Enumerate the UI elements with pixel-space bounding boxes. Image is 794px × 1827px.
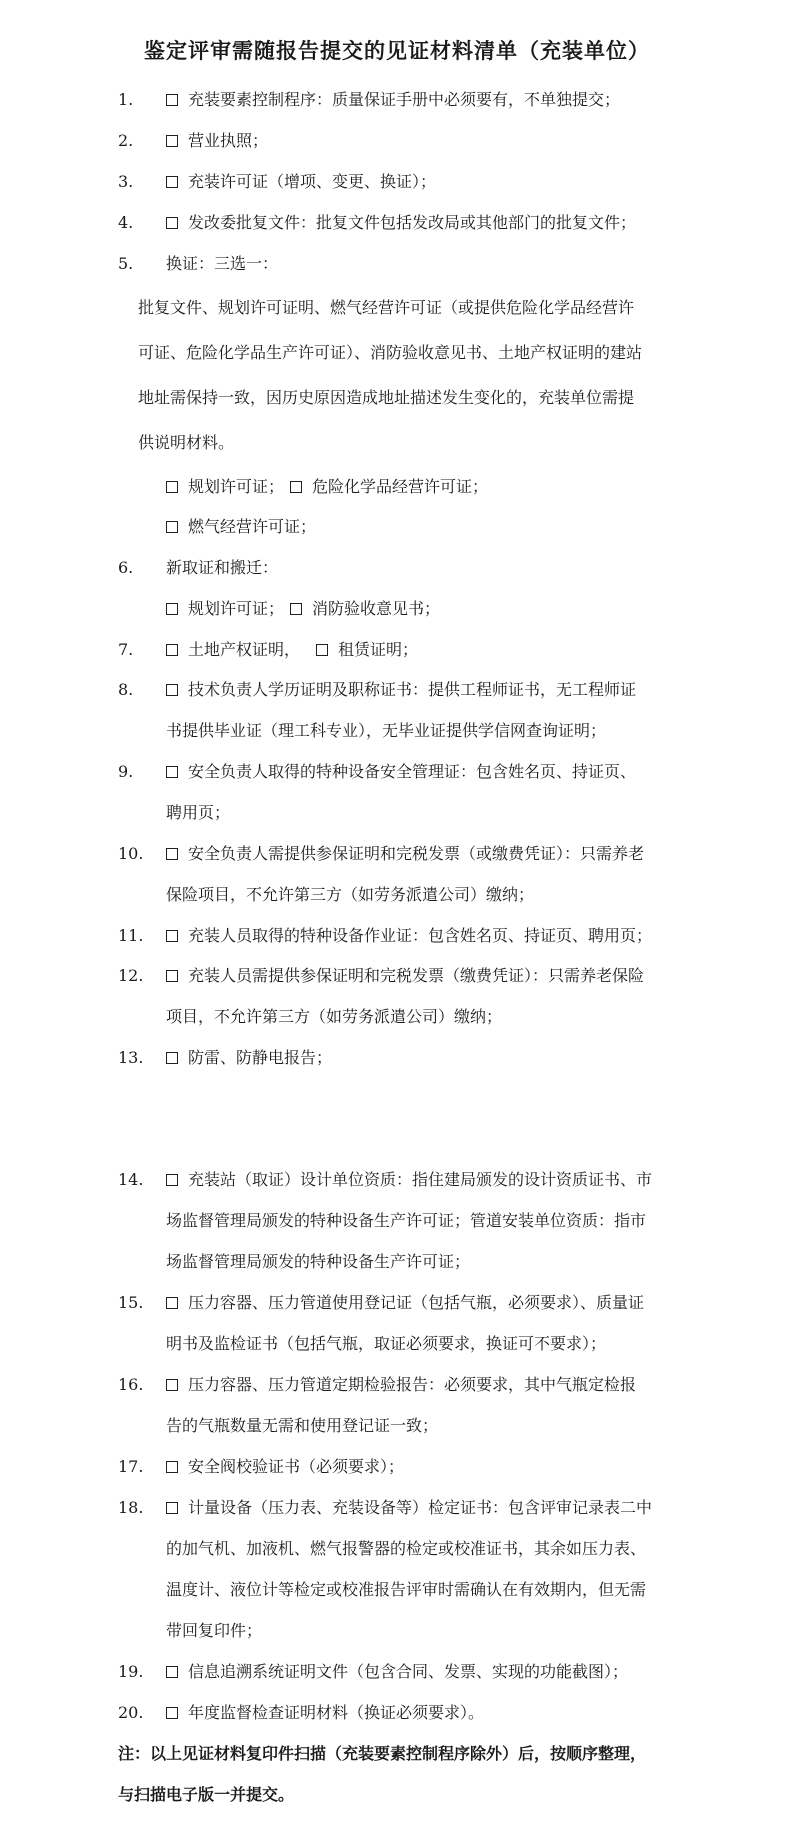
checkbox[interactable] — [166, 644, 178, 656]
item-number: 10. — [118, 844, 144, 863]
item-text: 租赁证明； — [338, 640, 419, 659]
option-label: 燃气经营许可证； — [188, 517, 317, 536]
item-number: 20. — [118, 1703, 144, 1722]
item-text: 保险项目，不允许第三方（如劳务派遣公司）缴纳； — [166, 885, 535, 904]
item-text: 温度计、液位计等检定或校准报告评审时需确认在有效期内，但无需 — [166, 1580, 647, 1599]
checkbox[interactable] — [166, 1379, 178, 1391]
list-item-3 — [0, 167, 794, 197]
item-text: 年度监督检查证明材料（换证必须要求）。 — [188, 1703, 485, 1722]
option-row — [0, 512, 794, 542]
item-text: 新取证和搬迁： — [166, 558, 279, 577]
checkbox[interactable] — [166, 603, 178, 615]
continuation-line — [0, 1534, 794, 1564]
list-item-16 — [0, 1370, 794, 1400]
item-number: 5. — [118, 254, 134, 273]
checkbox[interactable] — [166, 1502, 178, 1514]
item-number: 9. — [118, 762, 134, 781]
item-text: 营业执照； — [188, 131, 269, 150]
list-item-14 — [0, 1165, 794, 1195]
item-number: 19. — [118, 1662, 144, 1681]
item-number: 15. — [118, 1293, 144, 1312]
checkbox[interactable] — [166, 217, 178, 229]
item-text: 安全阀校验证书（必须要求）； — [188, 1457, 405, 1476]
checkbox[interactable] — [166, 1297, 178, 1309]
item-number: 16. — [118, 1375, 144, 1394]
item-text: 压力容器、压力管道定期检验报告：必须要求，其中气瓶定检报 — [188, 1375, 637, 1394]
item-number: 13. — [118, 1048, 144, 1067]
item-number: 14. — [118, 1170, 144, 1189]
item-text: 发改委批复文件：批复文件包括发改局或其他部门的批复文件； — [188, 213, 637, 232]
checkbox[interactable] — [166, 521, 178, 533]
list-item-12 — [0, 961, 794, 991]
list-item-8 — [0, 675, 794, 705]
note-line: 注：以上见证材料复印件扫描（充装要素控制程序除外）后，按顺序整理， — [118, 1744, 647, 1763]
continuation-line — [0, 1247, 794, 1277]
continuation-line — [0, 1616, 794, 1646]
item-text: 土地产权证明， — [188, 640, 301, 659]
list-item-7 — [0, 635, 794, 665]
checkbox[interactable] — [166, 176, 178, 188]
item-text: 明书及监检证书（包括气瓶，取证必须要求，换证可不要求）； — [166, 1334, 607, 1353]
checkbox[interactable] — [166, 1174, 178, 1186]
item-text: 场监督管理局颁发的特种设备生产许可证； — [166, 1252, 471, 1271]
continuation-line — [0, 1329, 794, 1359]
document-title: 鉴定评审需随报告提交的见证材料清单（充装单位） — [144, 38, 650, 63]
option-row — [0, 472, 794, 502]
continuation-line — [0, 1206, 794, 1236]
item-number: 18. — [118, 1498, 144, 1517]
list-item-4 — [0, 208, 794, 238]
list-item-20 — [0, 1698, 794, 1728]
item-number: 8. — [118, 680, 134, 699]
continuation-line — [0, 1575, 794, 1605]
option-label: 规划许可证； — [188, 477, 285, 496]
continuation-line — [0, 1411, 794, 1441]
item-text: 告的气瓶数量无需和使用登记证一致； — [166, 1416, 439, 1435]
item-text: 书提供毕业证（理工科专业），无毕业证提供学信网查询证明； — [166, 721, 607, 740]
item-text: 换证：三选一： — [166, 254, 279, 273]
item-number: 7. — [118, 640, 134, 659]
item-number: 3. — [118, 172, 134, 191]
item-text: 聘用页； — [166, 803, 231, 822]
option-row — [0, 594, 794, 624]
item-text: 充装站（取证）设计单位资质：指住建局颁发的设计资质证书、市 — [188, 1170, 653, 1189]
list-item-17 — [0, 1452, 794, 1482]
checkbox[interactable] — [290, 603, 302, 615]
paragraph-line: 可证、危险化学品生产许可证）、消防验收意见书、土地产权证明的建站 — [138, 343, 643, 362]
item-number: 2. — [118, 131, 134, 150]
list-item-19 — [0, 1657, 794, 1687]
item-number: 11. — [118, 926, 144, 945]
item-number: 1. — [118, 90, 134, 109]
item-number: 17. — [118, 1457, 144, 1476]
list-item-2 — [0, 126, 794, 156]
paragraph-line: 地址需保持一致，因历史原因造成地址描述发生变化的，充装单位需提 — [138, 388, 635, 407]
checkbox[interactable] — [166, 1461, 178, 1473]
item-number: 4. — [118, 213, 134, 232]
paragraph-line: 供说明材料。 — [138, 433, 235, 452]
list-item-1 — [0, 85, 794, 115]
checkbox[interactable] — [166, 848, 178, 860]
checkbox[interactable] — [316, 644, 328, 656]
list-item-9 — [0, 757, 794, 787]
item-text: 防雷、防静电报告； — [188, 1048, 333, 1067]
checkbox[interactable] — [166, 94, 178, 106]
option-label: 危险化学品经营许可证； — [312, 477, 489, 496]
list-item-15 — [0, 1288, 794, 1318]
note-line: 与扫描电子版一并提交。 — [118, 1785, 295, 1804]
paragraph-line: 批复文件、规划许可证明、燃气经营许可证（或提供危险化学品经营许 — [138, 298, 635, 317]
item-number: 6. — [118, 558, 134, 577]
item-text: 充装许可证（增项、变更、换证）； — [188, 172, 437, 191]
checkbox[interactable] — [166, 970, 178, 982]
item-text: 安全负责人需提供参保证明和完税发票（或缴费凭证）：只需养老 — [188, 844, 645, 863]
list-item-18 — [0, 1493, 794, 1523]
item-text: 安全负责人取得的特种设备安全管理证：包含姓名页、持证页、 — [188, 762, 637, 781]
item-text: 充装人员需提供参保证明和完税发票（缴费凭证）：只需养老保险 — [188, 966, 645, 985]
checkbox[interactable] — [290, 481, 302, 493]
checkbox[interactable] — [166, 481, 178, 493]
list-item-10 — [0, 839, 794, 869]
checkbox[interactable] — [166, 1707, 178, 1719]
continuation-line — [0, 880, 794, 910]
item-text: 带回复印件； — [166, 1621, 263, 1640]
option-label: 规划许可证； — [188, 599, 285, 618]
item-text: 压力容器、压力管道使用登记证（包括气瓶，必须要求）、质量证 — [188, 1293, 645, 1312]
item-text: 信息追溯系统证明文件（包含合同、发票、实现的功能截图）； — [188, 1662, 629, 1681]
item-text: 项目，不允许第三方（如劳务派遣公司）缴纳； — [166, 1007, 503, 1026]
item-number: 12. — [118, 966, 144, 985]
continuation-line — [0, 716, 794, 746]
checkbox[interactable] — [166, 684, 178, 696]
checkbox[interactable] — [166, 135, 178, 147]
item-text: 的加气机、加液机、燃气报警器的检定或校准证书，其余如压力表、 — [166, 1539, 647, 1558]
list-item-5 — [0, 249, 794, 279]
item-text: 技术负责人学历证明及职称证书：提供工程师证书，无工程师证 — [188, 680, 637, 699]
checkbox[interactable] — [166, 930, 178, 942]
checkbox[interactable] — [166, 1666, 178, 1678]
checkbox[interactable] — [166, 766, 178, 778]
list-item-11 — [0, 921, 794, 951]
item-text: 充装人员取得的特种设备作业证：包含姓名页、持证页、聘用页； — [188, 926, 653, 945]
option-label: 消防验收意见书； — [312, 599, 441, 618]
continuation-line — [0, 1002, 794, 1032]
item-text: 计量设备（压力表、充装设备等）检定证书：包含评审记录表二中 — [188, 1498, 653, 1517]
continuation-line — [0, 798, 794, 828]
list-item-13 — [0, 1043, 794, 1073]
checkbox[interactable] — [166, 1052, 178, 1064]
list-item-6 — [0, 553, 794, 583]
item-text: 充装要素控制程序：质量保证手册中必须要有，不单独提交； — [188, 90, 621, 109]
item-text: 场监督管理局颁发的特种设备生产许可证；管道安装单位资质：指市 — [166, 1211, 647, 1230]
